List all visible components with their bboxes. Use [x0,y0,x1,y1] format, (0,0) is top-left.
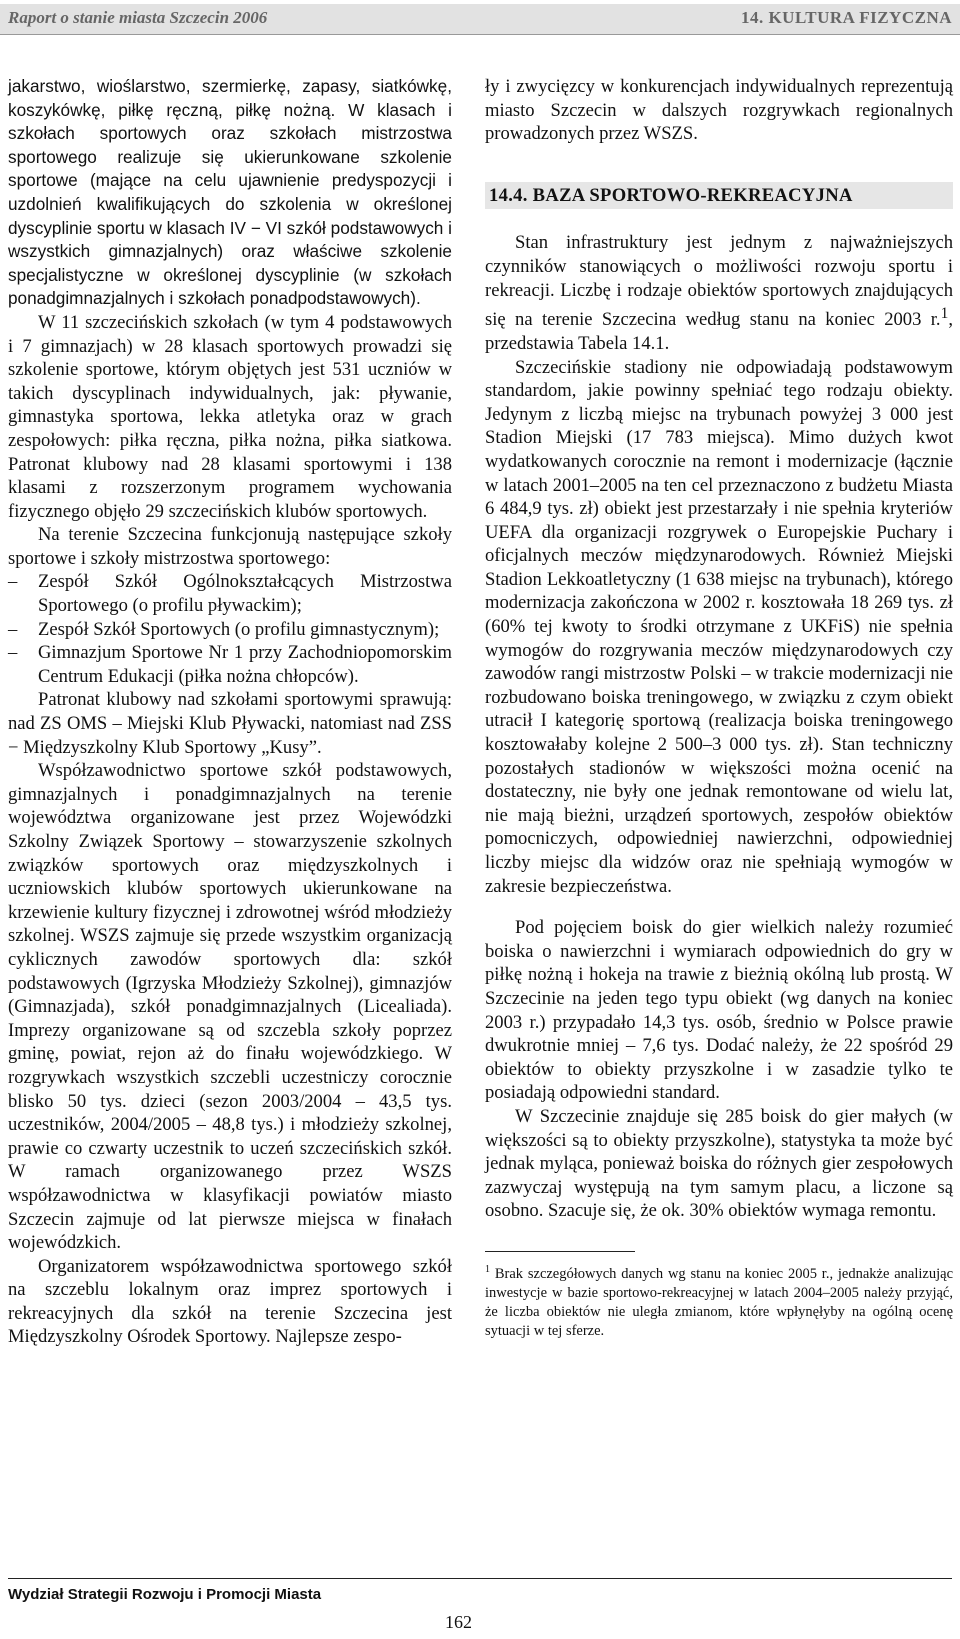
page-number: 162 [445,1612,472,1632]
paragraph: Szczecińskie stadiony nie odpowiadają podstawowym standardom, jakie powinny spełniać tego rodzaju obiekty. Jedynym z liczbą miejsc na trybunach powyżej 3 000 jest Stadion Miejski (17 783 miejsca). Mimo dużych kwot wydatkowanych corocznie na remont i modernizacje (łącznie w latach 2001–2005 na ten cel przeznaczono z budżetu Miasta 6 484,9 tys. zł) obiekt jest przestarzały i nie spełnia kryteriów UEFA dla organizacji rozgrywek o Europejskie Puchary i oficjalnych meczów międzynarodowych. Również Miejski Stadion Lekkoatletyczny (1 638 miejsc na trybunach), którego modernizacja zakończona w 2002 r. kosztowała 18 269 tys. zł (60% tej kwoty to środki otrzymane z UKFiS) nie spełnia wymogów do rozgrywania meczów międzynarodowych czy zawodów rangi mistrzostw Polski – w trakcie modernizacji nie rozbudowano boiska treningowego, w związku z czym obiekt utracił I kategorię sportową (realizacja boiska treningowego kosztowałaby kolejne 2 500–3 000 tys. zł). Stan techniczny pozostałych stadionów w większości można ocenić na dostateczny, nie były one jednak remontowane od wielu lat, nie mają bieżni, urządzeń sportowych, zespołów obiektów pomocniczych, odpowiedniej nawierzchni, odpowiedniej liczby miejsc dla widzów oraz nie spełniają wymogów w zakresie bezpieczeństwa. [485,356,953,897]
list-item [8,641,452,688]
footnote-mark: 1 [485,1263,490,1275]
footnote-reference: 1 [940,305,949,323]
paragraph: Na terenie Szczecina funkcjonują następujące szkoły sportowe i szkoły mistrzostwa sportowego: [8,524,452,569]
list-item-text: Gimnazjum Sportowe Nr 1 przy Zachodniopomorskim Centrum Edukacji (piłka nożna chłopców). [38,642,452,687]
footnote-text: Brak szczegółowych danych wg stanu na koniec 2005 r., jednakże analizując inwestycje w bazie sportowo-rekreacyjnej w latach 2004–2005 należy przyjąć, że liczba obiektów nie uległa zmianom, które wpłynęłyby na ogólną ocenę sytuacji w tej sferze. [485,1265,954,1339]
list-item [8,570,452,617]
list-item-text: Zespół Szkół Ogólnokształcących Mistrzostwa Sportowego (o profilu pływackim); [38,571,452,617]
right-column [485,75,953,1341]
footnote [485,1260,953,1341]
paragraph: Pod pojęciem boisk do gier wielkich należy rozumieć boiska o nawierzchni i wymiarach odpowiednich do gry w piłkę nożną i hokeja na trawie z bieżnią okólną lub prostą. W Szczecinie na jeden tego typu obiekt (wg danych na koniec 2003 r.) przypadało 14,3 tys. osób, średnio w Polsce prawie dwukrotnie mniej – 7,6 tys. Dodać należy, że 22 spośród 29 obiektów to obiekty przyszkolne i w zasadzie tylko te posiadają odpowiedni standard. [485,917,953,1104]
left-column [8,75,452,1349]
schools-list [8,570,452,688]
report-title: Raport o stanie miasta Szczecin 2006 [8,8,268,27]
dash-bullet: – [8,642,18,664]
paragraph: Współzawodnictwo sportowe szkół podstawowych, gimnazjalnych i ponadgimnazjalnych na terenie województwa organizowane jest przez Wojewódzki Szkolny Związek Sportowy – stowarzyszenie szkolnych związków sportowych oraz międzyszkolnych i uczniowskich klubów sportowych ukierunkowane na krzewienie kultury fizycznej i zdrowotnej wśród młodzieży szkolnej. WSZS zajmuje się przede wszystkim organizacją cyklicznych zawodów sportowych dla: szkół podstawowych (Igrzyska Młodzieży Szkolnej), gimnazjów (Gimnazjada), szkół ponadgimnazjalnych (Licealiada). Imprezy organizowane są od szczebla szkoły poprzez gminę, powiat, rejon aż do finału wojewódzkiego. W rozgrywkach wszystkich szczebli uczestniczy corocznie blisko 50 tys. dzieci (sezon 2003/2004 – 43,5 tys. uczestników, 2004/2005 – 48,8 tys.) i młodzieży szkolnej, prawie co czwarty uczestnik to uczeń szczecińskich szkół. W ramach organizowanego przez WSZS współzawodnictwa w klasyfikacji powiatów miasto Szczecin zajmuje od lat pierwsze miejsca w finałach wojewódzkich. [8,760,452,1254]
list-item [8,618,452,642]
paragraph: jakarstwo, wioślarstwo, szermierkę, zapasy, siatkówkę, koszykówkę, piłkę ręczną, piłkę nożną. W klasach i szkołach sportowych oraz szkołach mistrzostwa sportowego realizuje się ukierunkowane szkolenie sportowe (mające na celu ujawnienie predyspozycji i uzdolnień kwalifikujących do szkolenia w określonej dyscyplinie sportu w klasach IV − VI szkół podstawowych i wszystkich gimnazjalnych) oraz właściwe szkolenie specjalistyczne w określonej dyscyplinie (w szkołach ponadgimnazjalnych i szkołach ponadpodstawowych). [8,76,452,309]
paragraph-gap [485,898,953,916]
paragraph: ły i zwycięzcy w konkurencjach indywidualnych reprezentują miasto Szczecin w dalszych rozgrywkach regionalnych prowadzonych przez WSZS. [485,76,953,145]
page-header [0,4,960,35]
paragraph: Stan infrastruktury jest jednym z najważniejszych czynników stanowiących o możliwości rozwoju sportu i rekreacji. Liczbę i rodzaje obiektów sportowych znajdujących się na terenie Szczecina według stanu na koniec 2003 r.$^1$, przedstawia Tabela 14.1. [485,232,953,354]
footer-department: Wydział Strategii Rozwoju i Promocji Miasta [8,1586,322,1603]
paragraph: W 11 szczecińskich szkołach (w tym 4 podstawowych i 7 gimnazjach) w 28 klasach sportowych prowadzi się szkolenie sportowe, którym objętych jest 531 uczniów w takich dyscyplinach indywidualnych, jak: pływanie, gimnastyka sportowa, lekka atletyka oraz w grach zespołowych: piłka ręczna, piłka nożna, piłka siatkowa. Patronat klubowy nad 28 klasami sportowymi i 138 klasami z rozszerzonym programem wychowania fizycznego objęło 29 szczecińskich klubów sportowych. [8,311,452,522]
footnote-divider [485,1251,635,1252]
paragraph: Patronat klubowy nad szkołami sportowymi sprawują: nad ZS OMS – Miejski Klub Pływacki, natomiast nad ZSS − Międzyszkolny Klub Sportowy „Kusy”. [8,689,452,758]
paragraph: Organizatorem współzawodnictwa sportowego szkół na szczeblu lokalnym oraz imprez sportowych i rekreacyjnych dla szkół na terenie Szczecina jest Międzyszkolny Ośrodek Sportowy. Najlepsze zespo- [8,1255,452,1348]
paragraph: W Szczecinie znajduje się 285 boisk do gier małych (w większości są to obiekty przyszkolne), statystyka ta może być jednak myląca, ponieważ boiska do różnych gier zespołowych zazwyczaj występują na tym samym placu, a liczone są osobno. Szacuje się, że ok. 30% obiektów wymaga remontu. [485,1105,953,1222]
dash-bullet: – [8,571,18,593]
dash-bullet: – [8,618,18,640]
footer-divider [8,1578,952,1579]
section-heading: 14.4. BAZA SPORTOWO-REKREACYJNA [485,182,953,210]
list-item-text: Zespół Szkół Sportowych (o profilu gimnastycznym); [38,618,440,640]
chapter-title: 14. KULTURA FIZYCZNA [740,8,952,27]
